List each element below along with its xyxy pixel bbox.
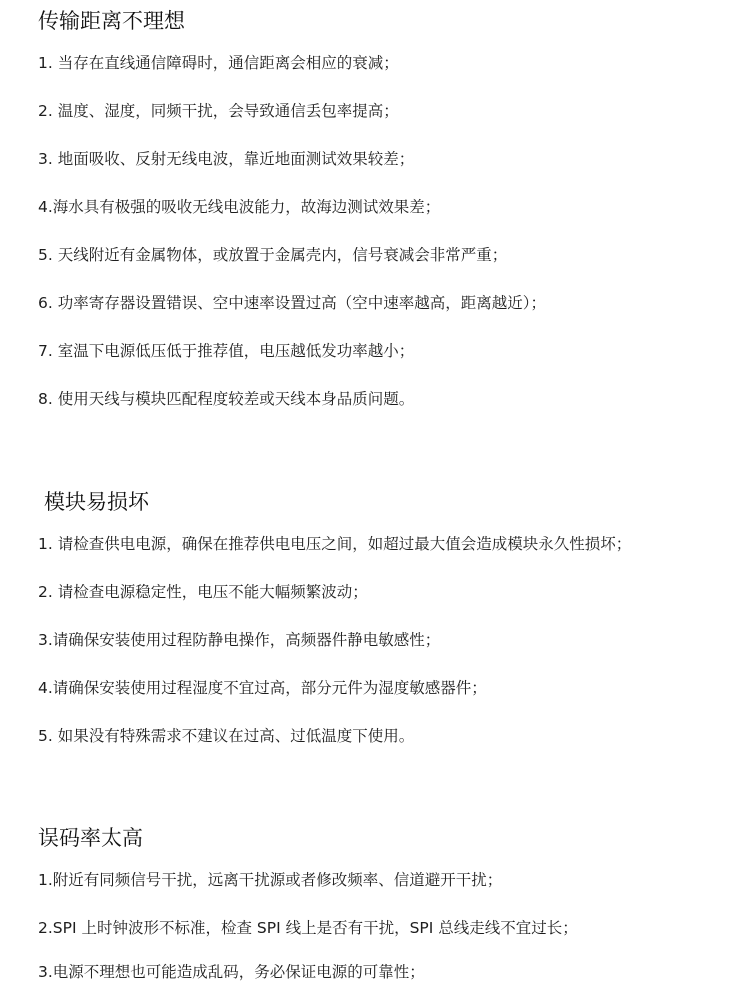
section-title: 模块易损坏 [44, 490, 149, 514]
list-item: 4.海水具有极强的吸收无线电波能力，故海边测试效果差； [38, 198, 441, 216]
list-item: 1.附近有同频信号干扰，远离干扰源或者修改频率、信道避开干扰； [38, 871, 503, 889]
section-title: 传输距离不理想 [38, 9, 185, 33]
list-item: 3.请确保安装使用过程防静电操作，高频器件静电敏感性； [38, 631, 441, 649]
list-item: 3. 地面吸收、反射无线电波，靠近地面测试效果较差； [38, 150, 415, 168]
list-item: 1. 当存在直线通信障碍时，通信距离会相应的衰减； [38, 54, 399, 72]
list-item: 5. 天线附近有金属物体，或放置于金属壳内，信号衰减会非常严重； [38, 246, 508, 264]
list-item: 2. 温度、湿度，同频干扰，会导致通信丢包率提高； [38, 102, 399, 120]
list-item: 4.请确保安装使用过程湿度不宜过高，部分元件为湿度敏感器件； [38, 679, 487, 697]
list-item: 5. 如果没有特殊需求不建议在过高、过低温度下使用。 [38, 727, 415, 745]
list-item: 1. 请检查供电电源，确保在推荐供电电压之间，如超过最大值会造成模块永久性损坏； [38, 535, 632, 553]
list-item: 7. 室温下电源低压低于推荐值，电压越低发功率越小； [38, 342, 415, 360]
list-item: 3.电源不理想也可能造成乱码，务必保证电源的可靠性； [38, 963, 425, 981]
list-item: 2. 请检查电源稳定性，电压不能大幅频繁波动； [38, 583, 368, 601]
list-item: 2.SPI 上时钟波形不标准，检查 SPI 线上是否有干扰，SPI 总线走线不宜过长； [38, 919, 578, 937]
list-item: 6. 功率寄存器设置错误、空中速率设置过高（空中速率越高，距离越近）； [38, 294, 546, 312]
section-title: 误码率太高 [38, 826, 143, 850]
list-item: 8. 使用天线与模块匹配程度较差或天线本身品质问题。 [38, 390, 415, 408]
